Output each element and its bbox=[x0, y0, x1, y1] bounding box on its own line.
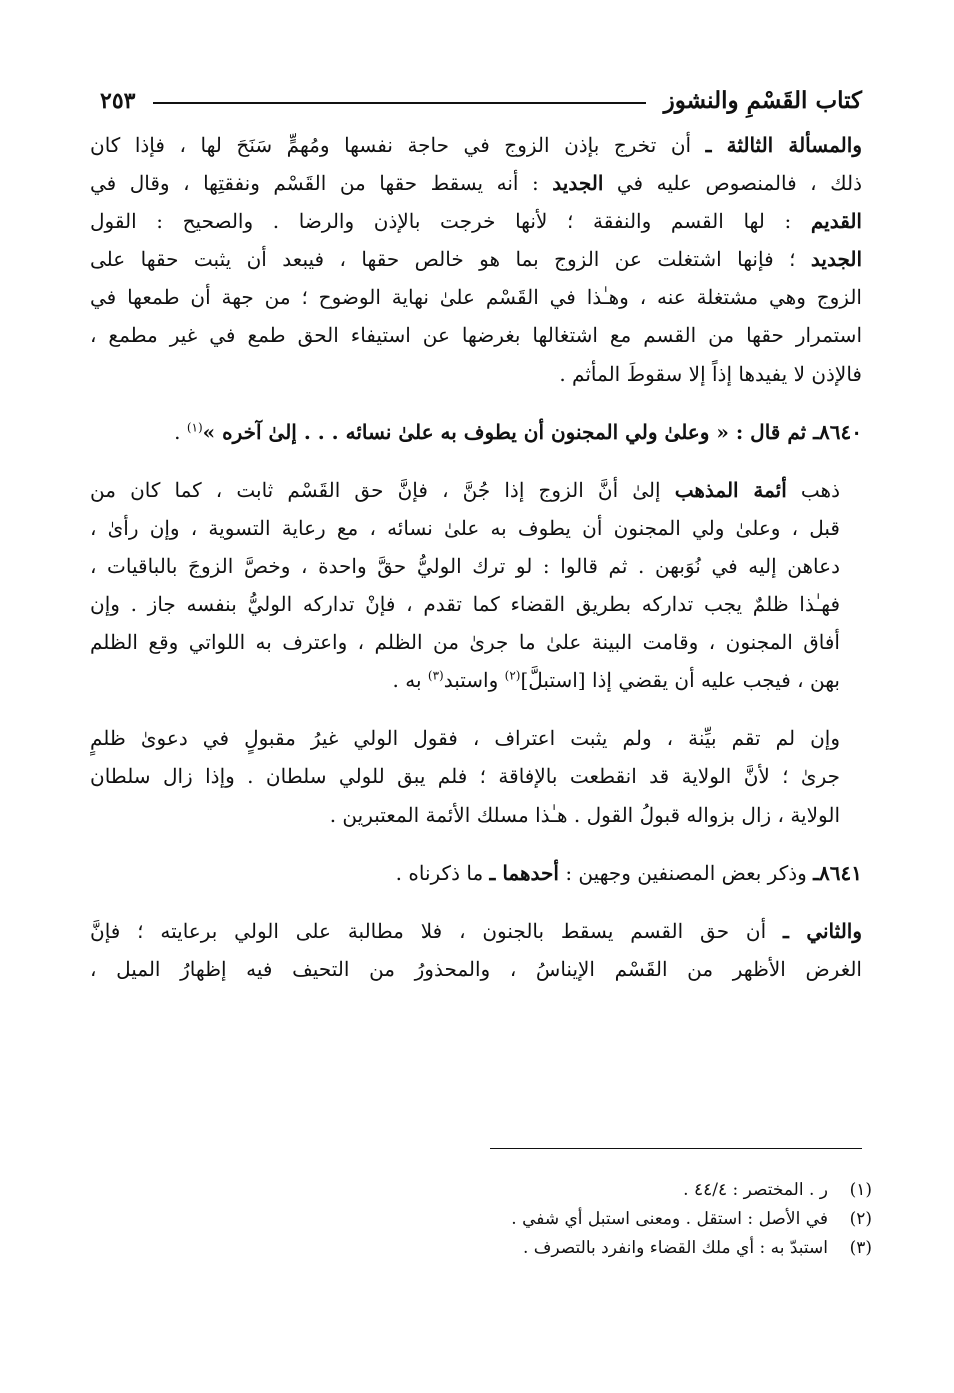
main-text bbox=[90, 126, 862, 988]
running-title: كتاب القَسْمِ والنشوز bbox=[663, 87, 862, 114]
paragraph-8640 bbox=[90, 413, 862, 451]
text-line: ٨٦٤٠ـ ثم قال : « وعلىٰ ولي المجنون أن يطوف به علىٰ نسائه . . . إلىٰ آخره »$^{(١)}$ . bbox=[174, 419, 862, 444]
page-number: ٢٥٣ bbox=[100, 88, 136, 114]
text-line: بهن ، فيجب عليه أن يقضي إذا [استبلَّ]$^{(٢)}$ واستبد$^{(٣)}$ به . bbox=[392, 668, 840, 693]
footnote-separator bbox=[490, 1148, 862, 1149]
footnote-text: ر . المختصر : ٤٤/٤ . bbox=[683, 1180, 828, 1200]
text-line: ذهب أئمة المذهب إلىٰ أنَّ الزوج إذا جُنَّ ، فإنَّ حق القَسْم ثابت ، كما كان من bbox=[90, 477, 840, 502]
page-header bbox=[100, 70, 862, 114]
paragraph-number: ٨٦٤٠ـ bbox=[813, 419, 862, 444]
paragraph-number: ٨٦٤١ـ bbox=[813, 860, 862, 885]
footnote-item bbox=[300, 1234, 872, 1263]
text-line: ٨٦٤١ـ وذكر بعض المصنفين وجهين : أحدهما ـ ما ذكرناه . bbox=[395, 860, 862, 885]
footnote-item bbox=[300, 1176, 872, 1205]
text-line: الولاية ، زال بزواله قبولُ القول . هـٰذا مسلك الأئمة المعتبرين . bbox=[329, 802, 840, 827]
paragraph-no-proof bbox=[90, 719, 862, 833]
text-line: الجديد ؛ فإنها اشتغلت عن الزوج بما هو خالص حقها ، فيبعد أن يثبت حقها على bbox=[90, 247, 862, 272]
text-line: فهـٰذا ظلمٌ يجب تداركه بطريق القضاء كما تقدم ، فإنْ تداركه الوليُّ بنفسه جاز . وإن bbox=[90, 592, 840, 617]
footnote-number: (٢) bbox=[849, 1209, 872, 1229]
text-line: القديم : لها القسم والنفقة ؛ لأنها خرجت بالإذن والرضا . والصحيح : القول bbox=[90, 209, 862, 234]
footnote-number: (١) bbox=[849, 1180, 872, 1200]
header-rule bbox=[153, 102, 645, 104]
footnote-ref: (١) bbox=[186, 420, 203, 434]
issue-heading: والمسألة الثالثة ـ bbox=[705, 133, 862, 157]
text-line: جرىٰ ؛ لأنَّ الولاية قد انقطعت بالإفاقة ؛ فلم يبق للولي سلطان . وإذا زال سلطان bbox=[90, 764, 840, 789]
text-line: الزوج وهي مشتغلة عنه ، وهـٰذا في القَسْم علىٰ نهاية الوضوح ؛ من جهة أن طمعها في bbox=[90, 285, 862, 310]
paragraph-madhhab-imams bbox=[90, 471, 862, 700]
text-line: الغرض الأظهر من القَسْم الإيناسُ ، والمحذورُ من التحيف فيه إظهارُ الميل ، bbox=[90, 956, 862, 981]
text-line: أفاق المجنون ، وقامت البينة علىٰ ما جرىٰ من الظلم ، واعترف به اللواتي وقع الظلم bbox=[90, 630, 840, 655]
paragraph-8641 bbox=[90, 854, 862, 892]
text-line: دعاهن إليه في نُوَبهن . ثم قالوا : لو ترك الوليُّ حقَّ واحدة ، وخصَّ الزوجَ بالباقيات ، bbox=[90, 553, 840, 578]
text-line: وإن لم تقم بيِّنة ، ولم يثبت اعتراف ، فقول الولي غيرُ مقبولٍ في دعوىٰ ظلمٍ bbox=[90, 726, 840, 751]
paragraph-issue-three bbox=[90, 126, 862, 393]
footnote-text: في الأصل : استقل . ومعنى استبل أي شفي . bbox=[511, 1209, 828, 1229]
footnotes bbox=[300, 1176, 872, 1263]
text-line: والمسألة الثالثة ـ أن تخرج بإذن الزوج في حاجة نفسها ومُهمٍّ سَنَحَ لها ، فإذا كان bbox=[90, 133, 862, 157]
text-line: فالإذن لا يفيدها إذاً إلا سقوطَ المأثم . bbox=[559, 361, 862, 386]
footnote-ref: (٢) bbox=[504, 668, 521, 683]
footnote-item bbox=[300, 1205, 872, 1234]
text-line: ذلك ، فالمنصوص عليه في الجديد : أنه يسقط حقها من القَسْم ونفقتِها ، وقال في bbox=[90, 171, 862, 196]
text-line: قبل ، وعلىٰ ولي المجنون أن يطوف به علىٰ نسائه ، مع رعاية التسوية ، وإن رأىٰ ، bbox=[90, 515, 840, 540]
footnote-text: استبدّ به : أي ملك القضاء وانفرد بالتصرف . bbox=[522, 1238, 828, 1258]
footnote-ref: (٣) bbox=[427, 668, 444, 683]
text-line: والثاني ـ أن حق القسم يسقط بالجنون ، فلا مطالبة على الولي برعايته ؛ فإنَّ bbox=[90, 918, 862, 943]
text-line: استمرار حقها من القسم مع اشتغالها بغرضها عن استيفاء الحق طمع في غير مطمع ، bbox=[90, 323, 862, 348]
footnote-number: (٣) bbox=[849, 1238, 872, 1258]
paragraph-second-view bbox=[90, 912, 862, 988]
